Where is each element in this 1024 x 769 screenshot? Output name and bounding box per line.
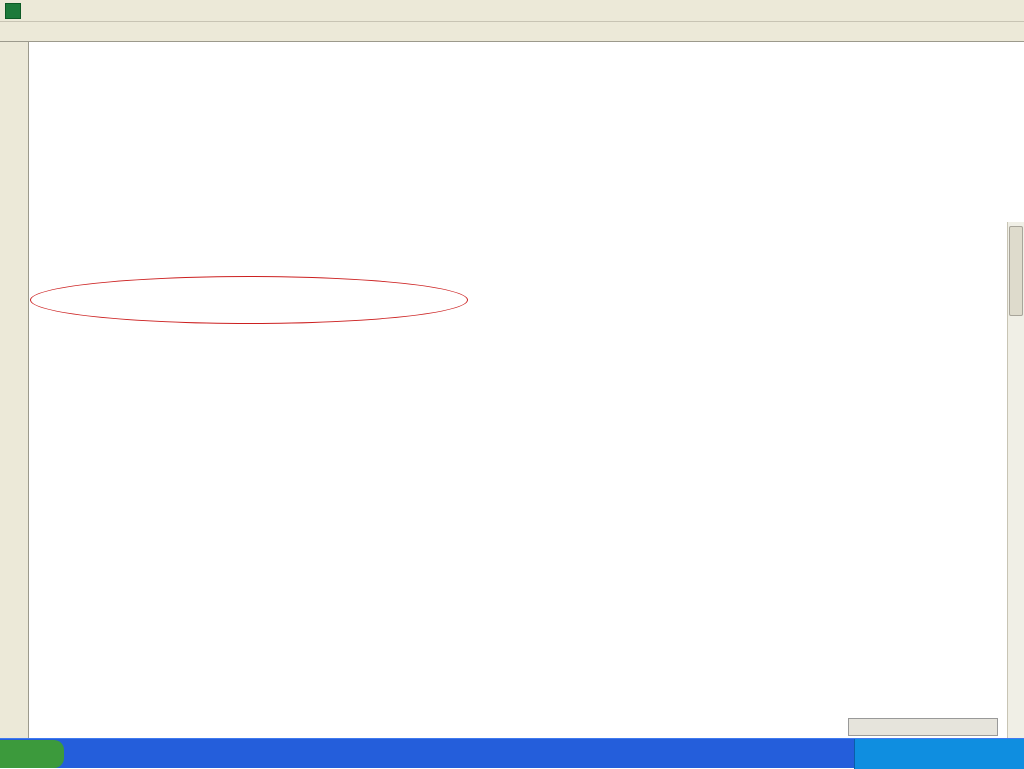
vertical-scrollbar[interactable] [1007,222,1024,738]
scrollbar-thumb[interactable] [1009,226,1023,316]
excel-icon[interactable] [5,3,21,19]
taskbar [0,738,1024,768]
red-annotation-oval [30,276,468,324]
column-header-bar [0,22,1024,42]
system-tray [854,739,1024,769]
menu-bar [0,0,1024,22]
atok-ime-bar[interactable] [848,718,998,736]
spreadsheet-grid[interactable] [0,22,1024,738]
start-button[interactable] [0,740,64,768]
row-header-bar [0,42,29,738]
